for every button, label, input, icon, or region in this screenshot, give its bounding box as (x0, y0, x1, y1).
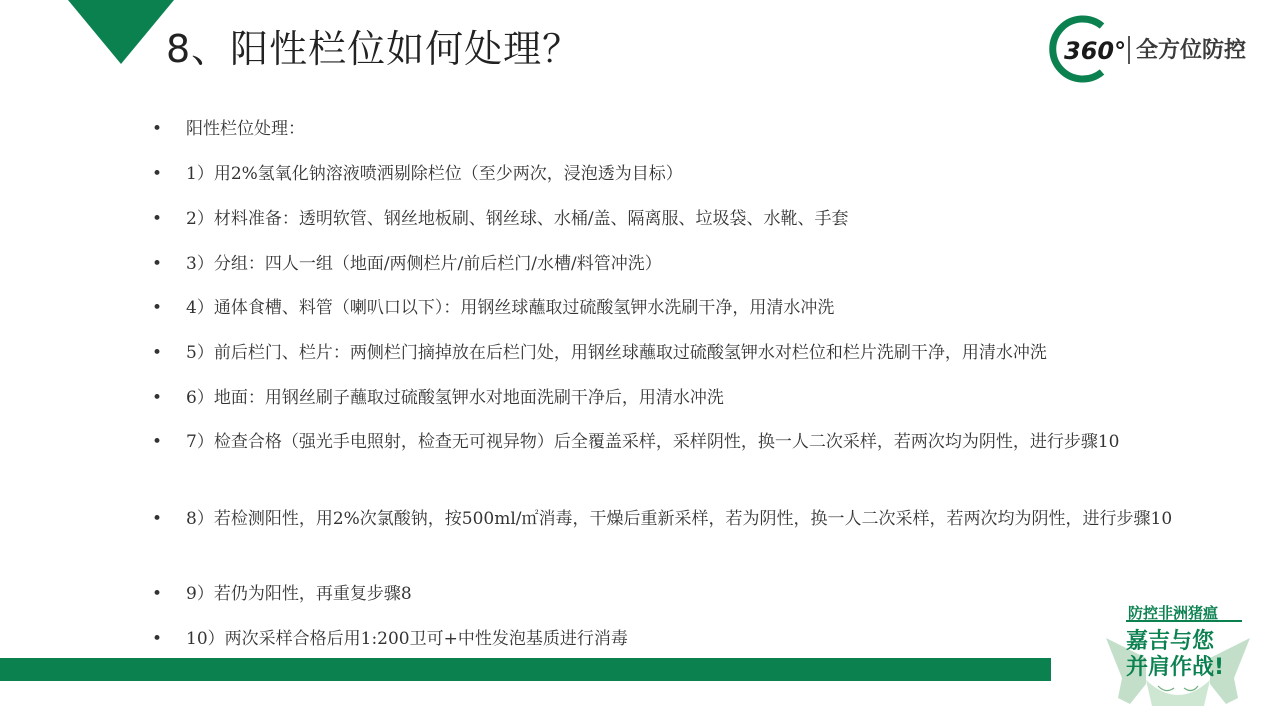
list-item (152, 291, 1192, 325)
list-item-text: 7）检查合格（强光手电照射，检查无可视异物）后全覆盖采样，采样阴性，换一人二次采样，若两次均为阴性，进行步骤10 (186, 432, 1120, 452)
bullet-marker: • (152, 629, 163, 649)
list-item (152, 381, 1192, 415)
logo-mark: 360° (1064, 37, 1127, 65)
list-item (152, 112, 1192, 146)
list-item-text: 3）分组：四人一组（地面/两侧栏片/前后栏门/水槽/料管冲洗） (186, 254, 662, 274)
bullet-marker: • (152, 584, 163, 604)
badge-line-3: 并肩作战! (1126, 655, 1225, 680)
logo-text: 全方位防控 (1136, 38, 1247, 63)
list-item (152, 425, 1192, 459)
bullet-marker: • (152, 119, 163, 139)
list-item (152, 157, 1192, 191)
list-item-text: 2）材料准备：透明软管、钢丝地板刷、钢丝球、水桶/盖、隔离服、垃圾袋、水靴、手套 (186, 209, 849, 229)
bullet-marker: • (152, 209, 163, 229)
list-item-text: 4）通体食槽、料管（喇叭口以下）：用钢丝球蘸取过硫酸氢钾水洗刷干净，用清水冲洗 (186, 298, 835, 318)
list-item-text: 5）前后栏门、栏片：两侧栏门摘掉放在后栏门处，用钢丝球蘸取过硫酸氢钾水对栏位和栏片洗刷干净，用清水冲洗 (186, 343, 1047, 363)
bullet-marker: • (152, 298, 163, 318)
badge-line-1: 防控非洲猪瘟 (1128, 604, 1219, 622)
bullet-marker: • (152, 432, 163, 452)
badge-line-2: 嘉吉与您 (1126, 629, 1215, 654)
bullet-marker: • (152, 254, 163, 274)
bullet-marker: • (152, 164, 163, 184)
list-item (152, 202, 1192, 236)
bottom-accent-bar (0, 658, 1051, 681)
list-item-text: 阳性栏位处理： (186, 119, 305, 139)
list-item (152, 622, 1192, 656)
bullet-marker: • (152, 388, 163, 408)
list-item-text: 1）用2%氢氧化钠溶液喷洒剔除栏位（至少两次，浸泡透为目标） (186, 164, 683, 184)
list-item-text: 9）若仍为阳性，再重复步骤8 (186, 584, 412, 604)
corner-triangle-decoration (68, 0, 174, 64)
page-title: 8、阳性栏位如何处理？ (166, 27, 582, 71)
bullet-marker: • (152, 509, 163, 529)
list-item (152, 247, 1192, 281)
list-item-text: 8）若检测阳性，用2%次氯酸钠，按500ml/㎡消毒，干燥后重新采样，若为阴性，换一人二次采样，若两次均为阴性，进行步骤10 (186, 509, 1173, 529)
list-item (152, 577, 1192, 611)
list-item-text: 6）地面：用钢丝刷子蘸取过硫酸氢钾水对地面洗刷干净后，用清水冲洗 (186, 388, 724, 408)
list-item (152, 502, 1192, 536)
list-item (152, 336, 1192, 370)
list-item-text: 10）两次采样合格后用1:200卫可+中性发泡基质进行消毒 (186, 629, 628, 649)
bullet-marker: • (152, 343, 163, 363)
